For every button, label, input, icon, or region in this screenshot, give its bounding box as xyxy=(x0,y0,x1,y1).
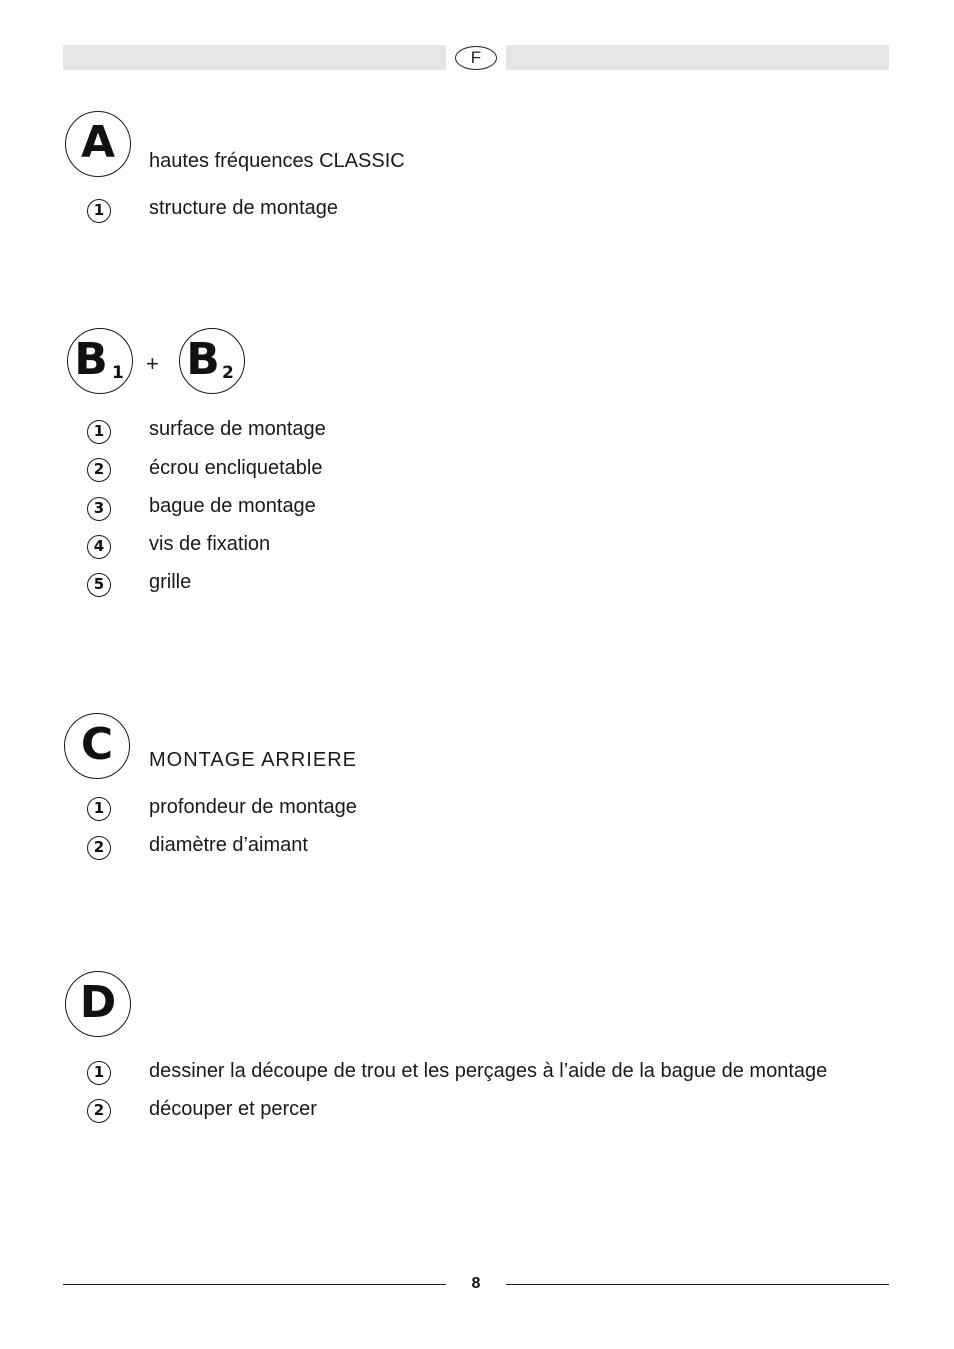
section-b2-letter: B xyxy=(186,334,220,385)
section-b-item-5-number: 5 xyxy=(87,573,111,597)
section-d-icon xyxy=(65,971,131,1037)
section-b1-subscript: 1 xyxy=(112,363,124,383)
section-d-item-2-number: 2 xyxy=(87,1099,111,1123)
section-c-icon xyxy=(64,713,130,779)
section-b2-subscript: 2 xyxy=(222,363,234,383)
section-a-icon xyxy=(65,111,131,177)
section-a-letter: A xyxy=(80,117,116,168)
section-b-item-1-number: 1 xyxy=(87,420,111,444)
section-d-letter: D xyxy=(79,977,117,1028)
section-c-title: MONTAGE ARRIERE xyxy=(149,749,357,771)
section-b1-icon xyxy=(67,328,133,394)
section-a-title: hautes fréquences CLASSIC xyxy=(149,150,405,172)
section-b-item-3-number: 3 xyxy=(87,497,111,521)
section-c-item-2-label: diamètre d’aimant xyxy=(149,834,308,856)
section-b2-icon xyxy=(179,328,245,394)
section-b-item-4-number: 4 xyxy=(87,535,111,559)
section-b-item-2-number: 2 xyxy=(87,458,111,482)
section-a-item-1-number: 1 xyxy=(87,199,111,223)
plus-sign: + xyxy=(146,351,159,376)
section-c-item-1-label: profondeur de montage xyxy=(149,796,357,818)
section-b-item-5-label: grille xyxy=(149,571,192,593)
language-badge: F xyxy=(455,46,497,70)
section-b-item-3-label: bague de montage xyxy=(149,495,316,517)
section-c-item-1-number: 1 xyxy=(87,797,111,821)
section-b-item-4-label: vis de fixation xyxy=(149,533,271,555)
section-a-item-1-label: structure de montage xyxy=(149,197,338,219)
section-b-item-1-label: surface de montage xyxy=(149,418,326,440)
section-c-item-2-number: 2 xyxy=(87,836,111,860)
footer-rule-right xyxy=(506,1284,889,1285)
footer-rule-left xyxy=(63,1284,446,1285)
section-b-item-2-label: écrou encliquetable xyxy=(149,457,323,479)
section-d-item-2-label: découper et percer xyxy=(149,1098,317,1120)
page-number: 8 xyxy=(471,1275,481,1292)
section-d-item-1-label: dessiner la découpe de trou et les perçages à l’aide de la bague de montage xyxy=(149,1060,828,1082)
section-b1-letter: B xyxy=(74,334,108,385)
section-d-item-1-number: 1 xyxy=(87,1061,111,1085)
section-c-letter: C xyxy=(80,719,114,770)
